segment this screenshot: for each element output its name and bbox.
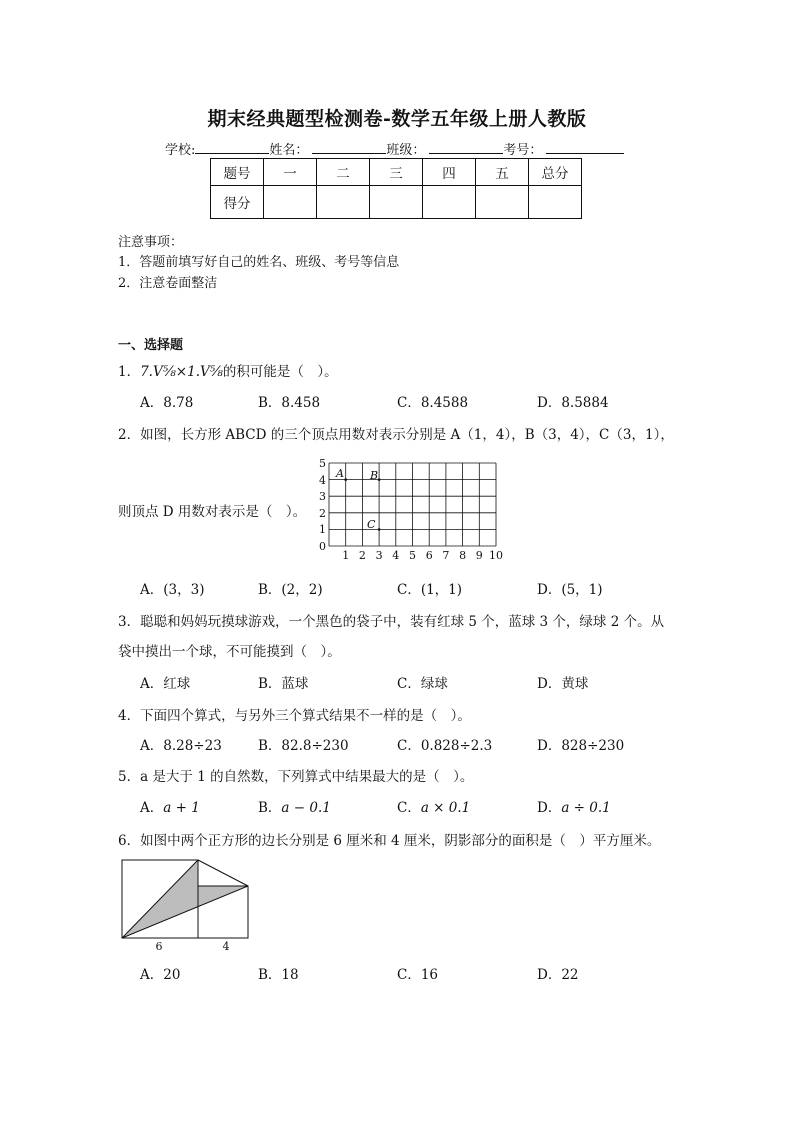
score-row-label: 得分 [211, 186, 264, 219]
class-blank[interactable] [429, 139, 503, 154]
y-tick-label: 1 [319, 523, 326, 536]
connector-line [198, 860, 248, 886]
point-c-marker [378, 528, 381, 531]
option-a[interactable]: A．(3，3) [140, 582, 205, 598]
side-label-4: 4 [222, 940, 230, 952]
option-a[interactable]: A．8.28÷23 [140, 738, 222, 754]
x-tick-label: 10 [489, 549, 503, 562]
option-a[interactable]: A．红球 [140, 676, 191, 692]
option-expression: a ÷ 0.1 [561, 800, 611, 816]
option-a[interactable] [140, 796, 200, 816]
class-label: 班级： [386, 143, 426, 158]
score-header-cell: 二 [317, 159, 370, 186]
score-table-header-row [211, 159, 582, 186]
question-1-expression: 7.V⅝×1.V⅝ [140, 364, 223, 380]
option-prefix: D． [537, 800, 562, 816]
y-tick-label: 3 [319, 490, 326, 503]
option-b[interactable]: B．82.8÷230 [258, 738, 349, 754]
option-prefix: C． [397, 800, 421, 816]
option-d[interactable]: D．黄球 [537, 676, 589, 692]
page-title: 期末经典题型检测卷-数学五年级上册人教版 [207, 108, 587, 130]
score-header-cell: 三 [370, 159, 423, 186]
question-6-stem: 6．如图中两个正方形的边长分别是 6 厘米和 4 厘米，阴影部分的面积是（ ）平方厘米。 [118, 833, 661, 849]
y-tick-label: 0 [319, 540, 326, 553]
point-b-label: B [370, 469, 379, 482]
score-cell[interactable] [317, 186, 370, 219]
score-header-cell: 一 [264, 159, 317, 186]
question-1-stem [118, 360, 338, 380]
option-d[interactable]: D．828÷230 [537, 738, 625, 754]
option-prefix: A． [140, 800, 164, 816]
x-tick-label: 6 [425, 549, 433, 562]
exam-no-blank[interactable] [546, 139, 624, 154]
option-expression: a + 1 [163, 800, 200, 816]
score-cell[interactable] [370, 186, 423, 219]
option-a[interactable]: A．20 [140, 967, 181, 983]
score-table-score-row [211, 186, 582, 219]
question-2-stem-line2: 则顶点 D 用数对表示是（ ）。 [118, 504, 307, 520]
side-label-6: 6 [155, 940, 163, 952]
x-tick-label: 8 [459, 549, 467, 562]
question-5-stem: 5．a 是大于 1 的自然数，下列算式中结果最大的是（ ）。 [118, 769, 474, 785]
header-fields [165, 139, 624, 158]
option-c[interactable]: C．16 [397, 967, 439, 983]
option-c[interactable]: C．0.828÷2.3 [397, 738, 493, 754]
option-c[interactable] [397, 796, 470, 816]
question-3-stem-line2: 袋中摸出一个球，不可能摸到（ ）。 [118, 644, 341, 660]
score-cell[interactable] [529, 186, 582, 219]
question-3-stem-line1: 3．聪聪和妈妈玩摸球游戏，一个黑色的袋子中，装有红球 5 个，蓝球 3 个，绿球 2 个。从 [118, 614, 665, 630]
score-table [210, 158, 582, 219]
option-prefix: B． [258, 800, 282, 816]
option-c[interactable]: C．8.4588 [397, 395, 469, 411]
note-item: 2．注意卷面整洁 [118, 276, 218, 291]
question-4-stem: 4．下面四个算式，与另外三个算式结果不一样的是（ ）。 [118, 708, 471, 724]
school-label: 学校: [165, 143, 196, 158]
name-blank[interactable] [312, 139, 386, 154]
x-tick-label: 9 [475, 549, 483, 562]
x-tick-label: 3 [375, 549, 383, 562]
option-d[interactable]: D．8.5884 [537, 395, 609, 411]
score-header-cell: 五 [476, 159, 529, 186]
point-a-label: A [336, 467, 344, 480]
option-d[interactable] [537, 796, 611, 816]
y-tick-label: 4 [319, 474, 326, 487]
note-item: 1．答题前填写好自己的姓名、班级、考号等信息 [118, 255, 400, 270]
score-cell[interactable] [264, 186, 317, 219]
name-label: 姓名： [269, 143, 309, 158]
option-c[interactable]: C．(1，1) [397, 582, 463, 598]
point-b-marker [378, 478, 381, 481]
option-b[interactable] [258, 796, 331, 816]
score-header-cell: 四 [423, 159, 476, 186]
x-tick-label: 1 [342, 549, 350, 562]
x-tick-label: 2 [358, 549, 366, 562]
score-header-cell: 总分 [529, 159, 582, 186]
option-b[interactable]: B．(2，2) [258, 582, 323, 598]
question-text: 的积可能是（ ）。 [222, 364, 338, 380]
coordinate-grid-figure [312, 458, 512, 564]
x-tick-label: 7 [442, 549, 450, 562]
option-d[interactable]: D．(5，1) [537, 582, 603, 598]
option-b[interactable]: B．8.458 [258, 395, 321, 411]
option-c[interactable]: C．绿球 [397, 676, 448, 692]
y-tick-label: 2 [319, 507, 326, 520]
option-b[interactable]: B．蓝球 [258, 676, 309, 692]
shaded-region [122, 860, 248, 938]
section-heading: 一、选择题 [118, 338, 184, 353]
score-header-cell: 题号 [211, 159, 264, 186]
x-axis-ticks [342, 549, 503, 562]
option-expression: a × 0.1 [420, 800, 471, 816]
squares-figure [118, 856, 258, 952]
point-a-marker [344, 478, 347, 481]
exam-no-label: 考号： [503, 143, 543, 158]
score-cell[interactable] [423, 186, 476, 219]
question-number: 1． [118, 364, 141, 380]
option-expression: a − 0.1 [281, 800, 331, 816]
y-axis-ticks [319, 458, 326, 553]
question-2-stem-line1: 2．如图，长方形 ABCD 的三个顶点用数对表示分别是 A（1，4），B（3，4），C（3，1）， [118, 427, 674, 443]
x-tick-label: 4 [392, 549, 400, 562]
grid-lines [329, 463, 496, 546]
y-tick-label: 5 [319, 458, 326, 470]
option-d[interactable]: D．22 [537, 967, 579, 983]
points [335, 467, 380, 531]
score-cell[interactable] [476, 186, 529, 219]
school-blank[interactable] [195, 139, 269, 154]
option-b[interactable]: B．18 [258, 967, 299, 983]
point-c-label: C [367, 518, 376, 531]
x-tick-label: 5 [409, 549, 416, 562]
notes-heading: 注意事项： [118, 235, 184, 250]
option-a[interactable]: A．8.78 [140, 395, 194, 411]
